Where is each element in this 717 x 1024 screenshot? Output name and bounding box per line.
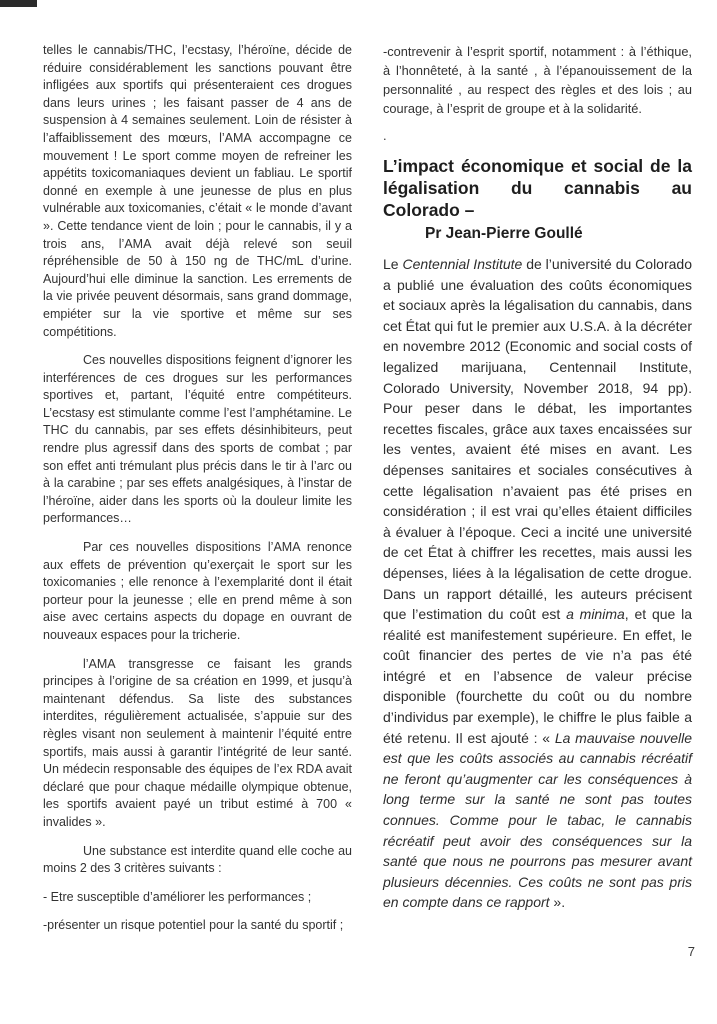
article-title: L’impact économique et social de la légalisation du cannabis au Colorado – [383, 156, 692, 220]
scan-artifact-top-left [0, 0, 37, 7]
two-column-layout [43, 42, 692, 946]
paragraph: Par ces nouvelles dispositions l’AMA renonce aux effets de prévention qu’exerçait le sport sur les toxicomanies ; elle renonce à l’exemplarité dont il était porteur pour la jeunesse ; elle en prend même à son aise avec certains aspects du dopage en ouvrant de nouveaux espaces pour la tricherie. [43, 540, 352, 642]
page-number: 7 [687, 944, 695, 959]
text-run: de l’université du Colorado a publié une évaluation des coûts économiques et sociaux après la légalisation du cannabis, dans cet État qui fut le premier aux U.S.A. à la décréter en novembre 2012 (Economic and social costs of legalized marijuana, Centennail Institute, Colorado University, November 2018, 94 pp). Pour peser dans le débat, les importantes recettes fiscales, grâce aux taxes encaissées sur les ventes, avaient été mises en avant. Les dépenses sanitaires et sociales consécutives à cette légalisation n’avaient pas été prises en considération ; il est vrai qu’elles étaient difficiles à évaluer à l’époque. Ceci a incité une université de cet État à chiffrer les recettes, mais aussi les dépenses, liées à la légalisation de cette drogue. Dans un rapport détaillé, les auteurs précisent que l’estimation du coût est [383, 256, 692, 623]
text-run: Le [383, 256, 403, 272]
italic-run: La mauvaise nouvelle est que les coûts associés au cannabis récréatif ne feront qu’augmenter car les conséquences à long terme sur la santé ne sont pas toutes connues. Comme pour le tabac, le cannabis récréatif peut avoir des conséquences sur la santé que nous ne pourrons pas mesurer avant plusieurs décennies. Ces coûts ne sont pas pris en compte dans ce rapport [383, 729, 692, 911]
left-column [43, 42, 352, 946]
article-body [383, 254, 692, 913]
paragraph: l’AMA transgresse ce faisant les grands principes à l’origine de sa création en 1999, et jusqu’à maintenant défendus. Sa liste des substances interdites, régulièrement actualisée, s’appuie sur des règles visant non seulement à maintenir l’équité entre sportifs, mais aussi à garantir l’intégrité de leur santé. Un médecin responsable des équipes de l’ex RDA avait déclaré que pour chaque médaille olympique obtenue, les sportifs avaient payé un tribut estimé à 700 « invalides ». [43, 656, 352, 829]
right-column [383, 42, 692, 946]
paragraph: Une substance est interdite quand elle coche au moins 2 des 3 critères suivants : [43, 843, 352, 876]
text-run: , et que la réalité est manifestement supérieure. En effet, le coût financier des pertes de vie n’a pas été intégré et en l’absence de valeur précise disponible (fourchette du coût ou du nombre d’individus par exemple), le chiffre le plus faible a été retenu. Il est ajouté : « [383, 606, 692, 746]
paragraph: telles le cannabis/THC, l’ecstasy, l’héroïne, décide de réduire considérablement les sanctions pouvant être infligées aux sportifs qui présenteraient ces drogues dans leurs urines ; les faisant passer de 4 ans de suspension à 4 semaines seulement. Loin de résister à l’affaiblissement des mœurs, l’AMA accompagne ce mouvement ! Le sport comme moyen de refreiner les appétits toxicomaniaques devient un fabliau. Le sportif donné en exemple à une jeunesse de plus en plus vulnérable aux toxicomanies, c’était « le monde d’avant ». Cette tendance vient de loin ; pour le cannabis, il y a trois ans, l’AMA avait déjà relevé son seuil répréhensible de 50 à 150 ng de THC/mL d’urine. Aujourd’hui elle diminue la sanction. Les errements de la vie privée peuvent désormais, sans grand dommage, empiéter sur la vie sportive et même sur ses compétitions. [43, 43, 352, 339]
italic-run: a minima [566, 606, 625, 623]
paragraph: -présenter un risque potentiel pour la santé du sportif ; [43, 918, 344, 933]
paragraph: Ces nouvelles dispositions feignent d’ignorer les interférences de ces drogues sur les performances sportives et, partant, l’équité entre compétiteurs. L’ecstasy est stimulante comme l’est l’amphétamine. Le THC du cannabis, par ses effets désinhibiteurs, peut rendre plus agressif dans des sports de combat ; par son effet anti trémulant plus précis dans le tir à l’arc ou à la carabine ; par ses effets analgésiques, à l’instar de l’héroïne, aider dans les sports où la douleur limite les performances… [43, 353, 352, 526]
list-item-criterion-sport-spirit: -contrevenir à l’esprit sportif, notamment : à l’éthique, à l’honnêteté, à la santé , à l’épanouissement de la personnalité , au respect des règles et des lois ; au courage, à l’esprit de groupe et à la solidarité. [383, 44, 692, 116]
paragraph: - Etre susceptible d’améliorer les performances ; [43, 889, 312, 904]
article-author: Pr Jean-Pierre Goullé [425, 225, 583, 242]
italic-run: Centennial Institute [402, 256, 523, 272]
text-run: ». [549, 894, 566, 911]
stray-dot: . [383, 128, 387, 143]
